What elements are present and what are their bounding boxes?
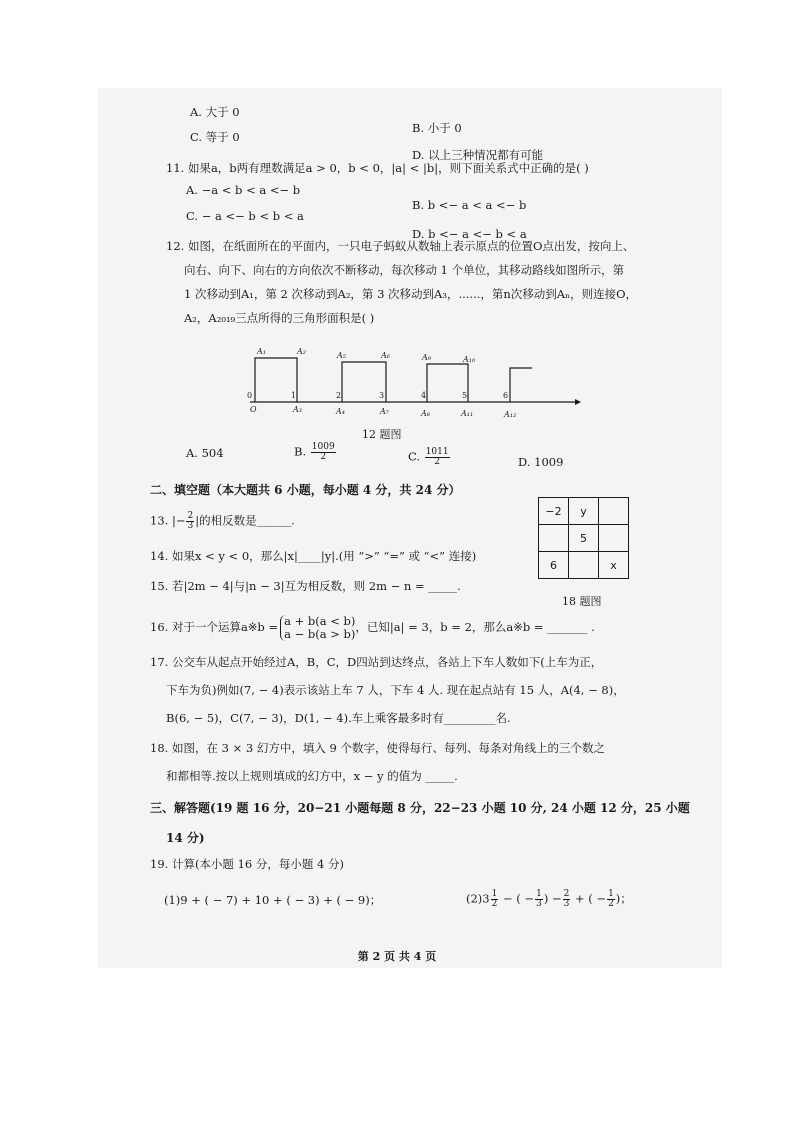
magic-square-cell: [599, 498, 629, 525]
q12-ant-path-figure: [240, 340, 590, 420]
q12-line-4: A₂，A₂₀₁₉三点所得的三角形面积是( ): [184, 311, 375, 325]
q11-option-c: C. − a <− b < b < a: [186, 209, 304, 223]
q18-magic-square: [538, 497, 629, 579]
section-2-title: 二、填空题（本大题共 6 小题，每小题 4 分，共 24 分）: [150, 483, 461, 497]
q18-figure-caption: 18 题图: [562, 595, 602, 608]
q10-option-a: A. 大于 0: [190, 105, 240, 119]
q12-label-bottom: A₈: [421, 409, 430, 418]
q18-line-2: 和都相等.按以上规则填成的幻方中，x − y 的值为 _____.: [166, 769, 458, 783]
q12-axis-number: 1: [291, 391, 297, 400]
section-3-title: 三、解答题(19 题 16 分，20−21 小题每题 8 分，22−23 小题 10 分, 24 小题 12 分，25 小题: [150, 801, 690, 815]
q12-label-top: A₂: [297, 347, 306, 356]
q12-label-bottom: O: [250, 405, 257, 414]
q17-line-1: 17. 公交车从起点开始经过A，B，C，D四站到达终点，各站上下车人数如下(上车为正，: [150, 655, 603, 669]
q12-label-top: A₆: [381, 351, 390, 360]
q12-axis-number: 0: [247, 391, 253, 400]
magic-square-cell: x: [599, 552, 629, 579]
q11-stem: 11. 如果a，b两有理数满足a > 0，b < 0，|a| < |b|，则下面关系式中正确的是( ): [166, 161, 589, 175]
q12-label-top: A₁: [257, 347, 266, 356]
magic-square-cell: [539, 525, 569, 552]
q12-option-c: C. $\frac{1011}{2}$: [408, 447, 449, 467]
q19-stem: 19. 计算(本小题 16 分，每小题 4 分): [150, 857, 344, 871]
magic-square-cell: 5: [569, 525, 599, 552]
q12-label-bottom: A₇: [380, 407, 389, 416]
q12-line-3: 1 次移动到A₁，第 2 次移动到A₂，第 3 次移动到A₃，......，第n次移动到Aₙ，则连接O，: [184, 287, 638, 301]
q17-line-3: B(6, − 5)，C(7, − 3)，D(1, − 4).车上乘客最多时有_________名.: [166, 711, 511, 725]
q14: 14. 如果x < y < 0，那么|x|____|y|.(用 “>” “=” 或 “<” 连接): [150, 549, 477, 563]
q11-option-a: A. −a < b < a <− b: [186, 183, 301, 197]
q12-figure-caption: 12 题图: [362, 428, 402, 441]
q17-line-2: 下车为负)例如(7, − 4)表示该站上车 7 人，下车 4 人. 现在起点站有 15 人，A(4, − 8)，: [166, 683, 625, 697]
q12-axis-number: 2: [336, 391, 342, 400]
q12-axis-number: 4: [421, 391, 427, 400]
q12-line-1: 12. 如图，在纸面所在的平面内，一只电子蚂蚁从数轴上表示原点的位置O点出发，按向上、: [166, 239, 635, 253]
q13: 13. |− $\frac{2}{3}$ |的相反数是______.: [150, 511, 295, 531]
q12-label-bottom: A₁₂: [504, 410, 517, 419]
magic-square-cell: −2: [539, 498, 569, 525]
magic-square-cell: [569, 552, 599, 579]
q15: 15. 若|2m − 4|与|n − 3|互为相反数，则 2m − n = _____.: [150, 579, 461, 593]
q16-piecewise: a + b(a < b) a − b(a > b): [280, 615, 355, 641]
q16: 16. 对于一个运算a※b = a + b(a < b) a − b(a > b) ，已知|a| = 3，b = 2，那么a※b = _______ .: [150, 614, 595, 641]
q13-fraction: $\frac{2}{3}$: [187, 511, 194, 531]
q12-line-2: 向右、向下、向右的方向依次不断移动，每次移动 1 个单位，其移动路线如图所示，第: [184, 263, 625, 277]
q12-axis-number: 5: [462, 391, 468, 400]
q12-option-c-fraction: $\frac{1011}{2}$: [425, 447, 449, 467]
q12-label-bottom: A₄: [336, 407, 345, 416]
q12-axis-number: 3: [379, 391, 385, 400]
q12-option-a: A. 504: [186, 446, 224, 460]
q12-label-top: A₅: [337, 351, 346, 360]
q12-option-d: D. 1009: [518, 455, 564, 469]
q18-line-1: 18. 如图，在 3 × 3 幻方中，填入 9 个数字，使得每行、每列、每条对角线上的三个数之: [150, 741, 605, 755]
q11-option-d: D. b <− a <− b < a: [412, 227, 527, 241]
q12-option-b: B. $\frac{1009}{2}$: [294, 442, 335, 462]
q10-option-c: C. 等于 0: [190, 130, 240, 144]
section-3-title-cont: 14 分): [166, 831, 205, 845]
q10-option-d: D. 以上三种情况都有可能: [412, 148, 544, 162]
q19-part-1: (1)9 + ( − 7) + 10 + ( − 3) + ( − 9)；: [164, 893, 382, 907]
q10-option-b: B. 小于 0: [412, 121, 462, 135]
q12-label-top: A₉: [422, 353, 431, 362]
q11-option-b: B. b <− a < a <− b: [412, 198, 527, 212]
magic-square-cell: 6: [539, 552, 569, 579]
q12-label-bottom: A₁₁: [461, 409, 474, 418]
q12-path-segment-4: [510, 368, 532, 402]
q12-label-top: A₁₀: [463, 355, 476, 364]
q12-axis-number: 6: [503, 391, 509, 400]
page-footer: 第 2 页 共 4 页: [357, 950, 437, 963]
q12-label-bottom: A₃: [293, 405, 302, 414]
magic-square-cell: y: [569, 498, 599, 525]
q19-part-2: (2)3 $\frac{1}{2}$ − ( − $\frac{1}{3}$ ) − $\frac{2}{3}$ + ( − $\frac{1}{2}$ )；: [466, 889, 632, 909]
magic-square-cell: [599, 525, 629, 552]
q12-option-b-fraction: $\frac{1009}{2}$: [311, 442, 335, 462]
